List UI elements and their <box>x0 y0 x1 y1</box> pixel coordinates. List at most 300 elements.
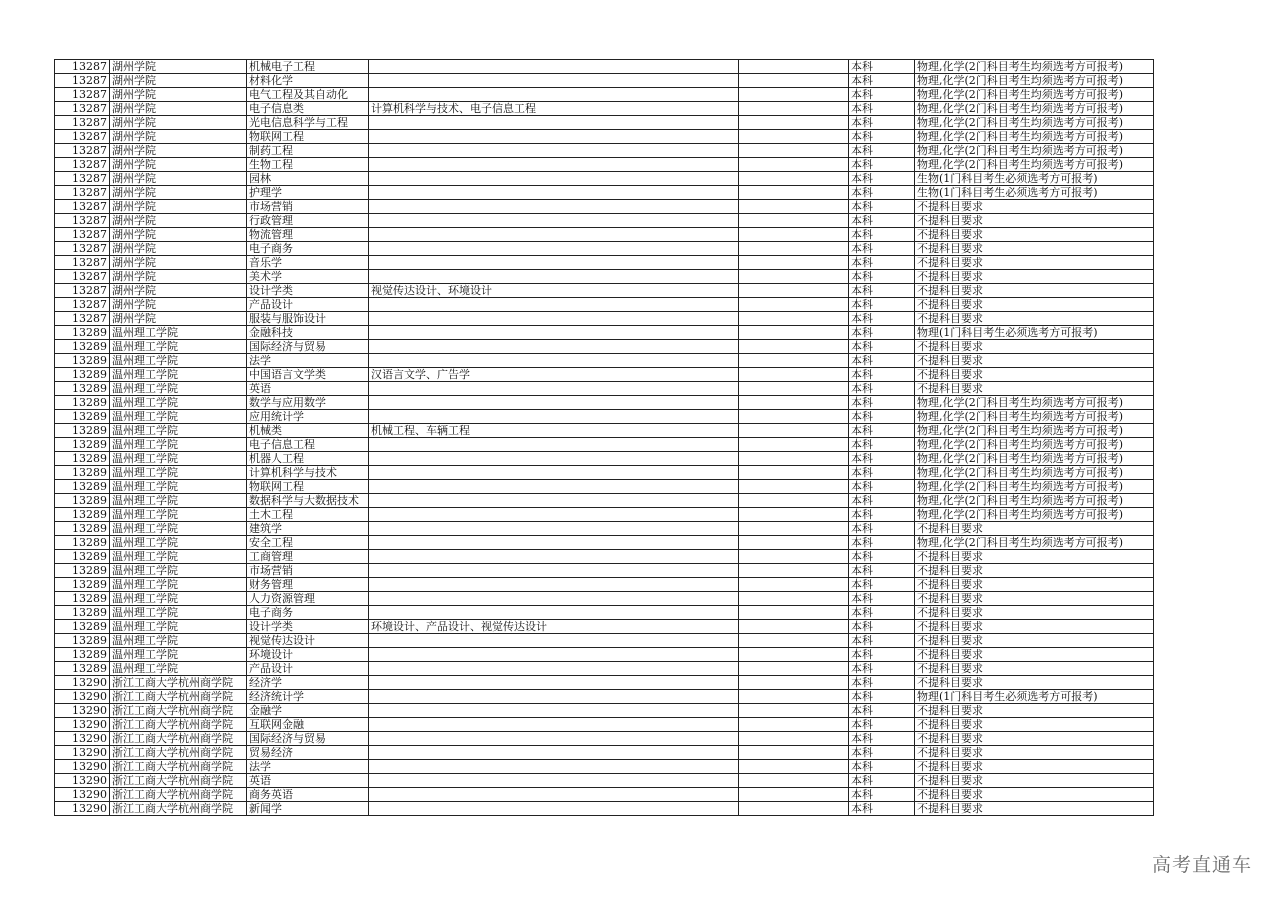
level-cell: 本科 <box>849 284 915 298</box>
table-row <box>55 354 1154 368</box>
major-name-cell: 材料化学 <box>247 74 369 88</box>
subject-requirement-cell: 物理,化学(2门科目考生均须选考方可报考) <box>915 424 1154 438</box>
included-majors-cell <box>369 802 739 816</box>
blank-cell <box>739 102 849 116</box>
subject-requirement-cell: 不提科目要求 <box>915 620 1154 634</box>
table-row <box>55 466 1154 480</box>
school-code-cell: 13287 <box>55 270 110 284</box>
included-majors-cell: 环境设计、产品设计、视觉传达设计 <box>369 620 739 634</box>
subject-requirement-cell: 物理,化学(2门科目考生均须选考方可报考) <box>915 466 1154 480</box>
school-name-cell: 温州理工学院 <box>110 424 247 438</box>
subject-requirement-cell: 不提科目要求 <box>915 774 1154 788</box>
table-row <box>55 368 1154 382</box>
subject-requirement-cell: 不提科目要求 <box>915 634 1154 648</box>
blank-cell <box>739 88 849 102</box>
school-code-cell: 13287 <box>55 284 110 298</box>
blank-cell <box>739 368 849 382</box>
level-cell: 本科 <box>849 802 915 816</box>
included-majors-cell <box>369 354 739 368</box>
school-code-cell: 13287 <box>55 242 110 256</box>
school-name-cell: 温州理工学院 <box>110 396 247 410</box>
blank-cell <box>739 382 849 396</box>
included-majors-cell <box>369 774 739 788</box>
school-name-cell: 湖州学院 <box>110 102 247 116</box>
table-row <box>55 480 1154 494</box>
included-majors-cell <box>369 732 739 746</box>
table-row <box>55 438 1154 452</box>
major-name-cell: 英语 <box>247 382 369 396</box>
school-code-cell: 13287 <box>55 312 110 326</box>
blank-cell <box>739 284 849 298</box>
included-majors-cell <box>369 466 739 480</box>
subject-requirement-cell: 不提科目要求 <box>915 760 1154 774</box>
major-name-cell: 园林 <box>247 172 369 186</box>
blank-cell <box>739 522 849 536</box>
subject-requirement-cell: 物理,化学(2门科目考生均须选考方可报考) <box>915 452 1154 466</box>
level-cell: 本科 <box>849 158 915 172</box>
school-name-cell: 温州理工学院 <box>110 564 247 578</box>
major-name-cell: 机械电子工程 <box>247 60 369 74</box>
included-majors-cell <box>369 522 739 536</box>
major-name-cell: 生物工程 <box>247 158 369 172</box>
blank-cell <box>739 424 849 438</box>
major-name-cell: 法学 <box>247 760 369 774</box>
level-cell: 本科 <box>849 788 915 802</box>
school-name-cell: 湖州学院 <box>110 158 247 172</box>
included-majors-cell <box>369 186 739 200</box>
school-code-cell: 13289 <box>55 606 110 620</box>
level-cell: 本科 <box>849 760 915 774</box>
level-cell: 本科 <box>849 522 915 536</box>
table-row <box>55 158 1154 172</box>
blank-cell <box>739 74 849 88</box>
table-row <box>55 522 1154 536</box>
blank-cell <box>739 662 849 676</box>
school-code-cell: 13289 <box>55 536 110 550</box>
level-cell: 本科 <box>849 508 915 522</box>
table-body <box>55 60 1154 816</box>
table-row <box>55 452 1154 466</box>
blank-cell <box>739 130 849 144</box>
blank-cell <box>739 606 849 620</box>
subject-requirement-cell: 生物(1门科目考生必须选考方可报考) <box>915 172 1154 186</box>
school-code-cell: 13289 <box>55 480 110 494</box>
school-code-cell: 13289 <box>55 438 110 452</box>
blank-cell <box>739 172 849 186</box>
major-name-cell: 人力资源管理 <box>247 592 369 606</box>
school-name-cell: 湖州学院 <box>110 214 247 228</box>
included-majors-cell <box>369 158 739 172</box>
table-row <box>55 536 1154 550</box>
level-cell: 本科 <box>849 648 915 662</box>
subject-requirement-cell: 不提科目要求 <box>915 802 1154 816</box>
school-name-cell: 湖州学院 <box>110 88 247 102</box>
level-cell: 本科 <box>849 774 915 788</box>
subject-requirement-cell: 不提科目要求 <box>915 648 1154 662</box>
school-name-cell: 温州理工学院 <box>110 382 247 396</box>
school-name-cell: 湖州学院 <box>110 130 247 144</box>
subject-requirement-cell: 不提科目要求 <box>915 592 1154 606</box>
school-code-cell: 13287 <box>55 158 110 172</box>
blank-cell <box>739 704 849 718</box>
blank-cell <box>739 718 849 732</box>
blank-cell <box>739 452 849 466</box>
included-majors-cell <box>369 690 739 704</box>
table-row <box>55 606 1154 620</box>
major-name-cell: 商务英语 <box>247 788 369 802</box>
school-name-cell: 湖州学院 <box>110 270 247 284</box>
major-name-cell: 机器人工程 <box>247 452 369 466</box>
school-code-cell: 13289 <box>55 662 110 676</box>
school-code-cell: 13289 <box>55 410 110 424</box>
school-name-cell: 湖州学院 <box>110 228 247 242</box>
blank-cell <box>739 620 849 634</box>
blank-cell <box>739 214 849 228</box>
table-row <box>55 704 1154 718</box>
included-majors-cell: 汉语言文学、广告学 <box>369 368 739 382</box>
subject-requirements-table <box>54 59 1154 816</box>
major-name-cell: 视觉传达设计 <box>247 634 369 648</box>
major-name-cell: 行政管理 <box>247 214 369 228</box>
major-name-cell: 电子商务 <box>247 606 369 620</box>
table-row <box>55 74 1154 88</box>
school-name-cell: 温州理工学院 <box>110 494 247 508</box>
level-cell: 本科 <box>849 410 915 424</box>
major-name-cell: 新闻学 <box>247 802 369 816</box>
level-cell: 本科 <box>849 368 915 382</box>
school-name-cell: 浙江工商大学杭州商学院 <box>110 718 247 732</box>
table-row <box>55 508 1154 522</box>
blank-cell <box>739 116 849 130</box>
school-name-cell: 温州理工学院 <box>110 326 247 340</box>
school-name-cell: 湖州学院 <box>110 60 247 74</box>
included-majors-cell <box>369 256 739 270</box>
school-code-cell: 13290 <box>55 760 110 774</box>
school-code-cell: 13289 <box>55 578 110 592</box>
included-majors-cell <box>369 144 739 158</box>
school-name-cell: 温州理工学院 <box>110 550 247 564</box>
blank-cell <box>739 676 849 690</box>
major-name-cell: 法学 <box>247 354 369 368</box>
level-cell: 本科 <box>849 438 915 452</box>
subject-requirement-cell: 不提科目要求 <box>915 704 1154 718</box>
included-majors-cell <box>369 480 739 494</box>
table-row <box>55 676 1154 690</box>
blank-cell <box>739 396 849 410</box>
school-name-cell: 温州理工学院 <box>110 634 247 648</box>
table-row <box>55 718 1154 732</box>
included-majors-cell <box>369 662 739 676</box>
school-code-cell: 13287 <box>55 172 110 186</box>
school-code-cell: 13290 <box>55 718 110 732</box>
blank-cell <box>739 466 849 480</box>
table-row <box>55 550 1154 564</box>
major-name-cell: 电气工程及其自动化 <box>247 88 369 102</box>
subject-requirement-cell: 物理,化学(2门科目考生均须选考方可报考) <box>915 396 1154 410</box>
subject-requirement-cell: 物理,化学(2门科目考生均须选考方可报考) <box>915 144 1154 158</box>
subject-requirement-cell: 物理(1门科目考生必须选考方可报考) <box>915 690 1154 704</box>
school-code-cell: 13289 <box>55 382 110 396</box>
school-name-cell: 湖州学院 <box>110 298 247 312</box>
level-cell: 本科 <box>849 480 915 494</box>
school-name-cell: 浙江工商大学杭州商学院 <box>110 760 247 774</box>
school-code-cell: 13289 <box>55 424 110 438</box>
school-name-cell: 温州理工学院 <box>110 620 247 634</box>
table-row <box>55 424 1154 438</box>
level-cell: 本科 <box>849 186 915 200</box>
school-name-cell: 湖州学院 <box>110 312 247 326</box>
table-row <box>55 60 1154 74</box>
school-code-cell: 13287 <box>55 116 110 130</box>
major-name-cell: 国际经济与贸易 <box>247 732 369 746</box>
blank-cell <box>739 690 849 704</box>
school-name-cell: 温州理工学院 <box>110 522 247 536</box>
subject-requirement-cell: 物理,化学(2门科目考生均须选考方可报考) <box>915 410 1154 424</box>
included-majors-cell <box>369 410 739 424</box>
table-row <box>55 144 1154 158</box>
included-majors-cell <box>369 242 739 256</box>
school-name-cell: 浙江工商大学杭州商学院 <box>110 732 247 746</box>
school-code-cell: 13287 <box>55 88 110 102</box>
blank-cell <box>739 578 849 592</box>
included-majors-cell: 视觉传达设计、环境设计 <box>369 284 739 298</box>
level-cell: 本科 <box>849 340 915 354</box>
school-code-cell: 13289 <box>55 620 110 634</box>
school-code-cell: 13287 <box>55 144 110 158</box>
included-majors-cell <box>369 718 739 732</box>
table-row <box>55 634 1154 648</box>
included-majors-cell <box>369 704 739 718</box>
school-code-cell: 13287 <box>55 200 110 214</box>
blank-cell <box>739 494 849 508</box>
level-cell: 本科 <box>849 452 915 466</box>
blank-cell <box>739 144 849 158</box>
included-majors-cell <box>369 536 739 550</box>
blank-cell <box>739 60 849 74</box>
blank-cell <box>739 256 849 270</box>
major-name-cell: 英语 <box>247 774 369 788</box>
level-cell: 本科 <box>849 704 915 718</box>
included-majors-cell <box>369 578 739 592</box>
level-cell: 本科 <box>849 676 915 690</box>
level-cell: 本科 <box>849 102 915 116</box>
major-name-cell: 财务管理 <box>247 578 369 592</box>
table-row <box>55 298 1154 312</box>
table-row <box>55 494 1154 508</box>
level-cell: 本科 <box>849 466 915 480</box>
table-row <box>55 382 1154 396</box>
subject-requirement-cell: 不提科目要求 <box>915 564 1154 578</box>
included-majors-cell <box>369 648 739 662</box>
major-name-cell: 物流管理 <box>247 228 369 242</box>
table-row <box>55 760 1154 774</box>
blank-cell <box>739 508 849 522</box>
level-cell: 本科 <box>849 746 915 760</box>
blank-cell <box>739 480 849 494</box>
table-row <box>55 326 1154 340</box>
subject-requirement-cell: 生物(1门科目考生必须选考方可报考) <box>915 186 1154 200</box>
major-name-cell: 产品设计 <box>247 662 369 676</box>
blank-cell <box>739 354 849 368</box>
subject-requirement-cell: 不提科目要求 <box>915 312 1154 326</box>
major-name-cell: 经济学 <box>247 676 369 690</box>
major-name-cell: 环境设计 <box>247 648 369 662</box>
major-name-cell: 电子信息类 <box>247 102 369 116</box>
subject-requirement-cell: 不提科目要求 <box>915 606 1154 620</box>
subject-requirement-cell: 不提科目要求 <box>915 270 1154 284</box>
blank-cell <box>739 634 849 648</box>
table-row <box>55 774 1154 788</box>
included-majors-cell <box>369 760 739 774</box>
level-cell: 本科 <box>849 718 915 732</box>
level-cell: 本科 <box>849 298 915 312</box>
table-row <box>55 116 1154 130</box>
school-code-cell: 13289 <box>55 396 110 410</box>
subject-requirement-cell: 物理,化学(2门科目考生均须选考方可报考) <box>915 508 1154 522</box>
school-code-cell: 13287 <box>55 60 110 74</box>
major-name-cell: 电子信息工程 <box>247 438 369 452</box>
school-code-cell: 13289 <box>55 592 110 606</box>
table-row <box>55 662 1154 676</box>
school-code-cell: 13289 <box>55 326 110 340</box>
blank-cell <box>739 326 849 340</box>
major-name-cell: 设计学类 <box>247 620 369 634</box>
subject-requirement-cell: 不提科目要求 <box>915 676 1154 690</box>
level-cell: 本科 <box>849 116 915 130</box>
level-cell: 本科 <box>849 536 915 550</box>
table-row <box>55 88 1154 102</box>
level-cell: 本科 <box>849 396 915 410</box>
blank-cell <box>739 298 849 312</box>
school-code-cell: 13289 <box>55 354 110 368</box>
subject-requirement-cell: 不提科目要求 <box>915 228 1154 242</box>
level-cell: 本科 <box>849 256 915 270</box>
school-name-cell: 温州理工学院 <box>110 368 247 382</box>
level-cell: 本科 <box>849 270 915 284</box>
major-name-cell: 数学与应用数学 <box>247 396 369 410</box>
level-cell: 本科 <box>849 130 915 144</box>
subject-requirement-cell: 不提科目要求 <box>915 718 1154 732</box>
included-majors-cell <box>369 60 739 74</box>
level-cell: 本科 <box>849 88 915 102</box>
major-name-cell: 产品设计 <box>247 298 369 312</box>
school-code-cell: 13289 <box>55 466 110 480</box>
major-name-cell: 机械类 <box>247 424 369 438</box>
subject-requirement-cell: 不提科目要求 <box>915 256 1154 270</box>
major-name-cell: 光电信息科学与工程 <box>247 116 369 130</box>
level-cell: 本科 <box>849 144 915 158</box>
table-row <box>55 102 1154 116</box>
included-majors-cell <box>369 788 739 802</box>
table-row <box>55 130 1154 144</box>
major-name-cell: 建筑学 <box>247 522 369 536</box>
level-cell: 本科 <box>849 312 915 326</box>
blank-cell <box>739 270 849 284</box>
blank-cell <box>739 158 849 172</box>
school-name-cell: 温州理工学院 <box>110 578 247 592</box>
subject-requirement-cell: 不提科目要求 <box>915 382 1154 396</box>
school-name-cell: 浙江工商大学杭州商学院 <box>110 802 247 816</box>
subject-requirement-cell: 物理,化学(2门科目考生均须选考方可报考) <box>915 102 1154 116</box>
included-majors-cell <box>369 228 739 242</box>
school-code-cell: 13290 <box>55 746 110 760</box>
included-majors-cell <box>369 508 739 522</box>
school-code-cell: 13290 <box>55 704 110 718</box>
school-code-cell: 13287 <box>55 102 110 116</box>
subject-requirement-cell: 物理,化学(2门科目考生均须选考方可报考) <box>915 88 1154 102</box>
subject-requirement-cell: 不提科目要求 <box>915 214 1154 228</box>
included-majors-cell <box>369 326 739 340</box>
subject-requirement-cell: 不提科目要求 <box>915 200 1154 214</box>
table-row <box>55 410 1154 424</box>
school-code-cell: 13289 <box>55 564 110 578</box>
school-name-cell: 湖州学院 <box>110 256 247 270</box>
level-cell: 本科 <box>849 172 915 186</box>
blank-cell <box>739 242 849 256</box>
subject-requirement-cell: 物理,化学(2门科目考生均须选考方可报考) <box>915 74 1154 88</box>
table-row <box>55 270 1154 284</box>
level-cell: 本科 <box>849 228 915 242</box>
blank-cell <box>739 788 849 802</box>
table-row <box>55 186 1154 200</box>
school-name-cell: 湖州学院 <box>110 116 247 130</box>
school-code-cell: 13290 <box>55 802 110 816</box>
major-name-cell: 安全工程 <box>247 536 369 550</box>
level-cell: 本科 <box>849 550 915 564</box>
blank-cell <box>739 802 849 816</box>
school-code-cell: 13289 <box>55 452 110 466</box>
table-row <box>55 172 1154 186</box>
watermark: 高考直通车 <box>1151 854 1252 876</box>
table-row <box>55 788 1154 802</box>
major-name-cell: 电子商务 <box>247 242 369 256</box>
included-majors-cell <box>369 312 739 326</box>
included-majors-cell <box>369 676 739 690</box>
level-cell: 本科 <box>849 620 915 634</box>
subject-requirement-cell: 物理,化学(2门科目考生均须选考方可报考) <box>915 60 1154 74</box>
table-row <box>55 620 1154 634</box>
table-row <box>55 746 1154 760</box>
school-code-cell: 13289 <box>55 340 110 354</box>
school-name-cell: 湖州学院 <box>110 144 247 158</box>
major-name-cell: 物联网工程 <box>247 480 369 494</box>
subject-requirement-cell: 不提科目要求 <box>915 340 1154 354</box>
subject-requirement-cell: 不提科目要求 <box>915 522 1154 536</box>
school-name-cell: 温州理工学院 <box>110 480 247 494</box>
school-name-cell: 湖州学院 <box>110 242 247 256</box>
school-name-cell: 湖州学院 <box>110 200 247 214</box>
included-majors-cell: 机械工程、车辆工程 <box>369 424 739 438</box>
table-row <box>55 690 1154 704</box>
included-majors-cell <box>369 452 739 466</box>
table-row <box>55 732 1154 746</box>
school-name-cell: 浙江工商大学杭州商学院 <box>110 676 247 690</box>
included-majors-cell <box>369 550 739 564</box>
major-name-cell: 国际经济与贸易 <box>247 340 369 354</box>
level-cell: 本科 <box>849 354 915 368</box>
major-name-cell: 护理学 <box>247 186 369 200</box>
blank-cell <box>739 746 849 760</box>
school-code-cell: 13289 <box>55 522 110 536</box>
blank-cell <box>739 760 849 774</box>
included-majors-cell <box>369 200 739 214</box>
subject-requirement-cell: 不提科目要求 <box>915 578 1154 592</box>
major-name-cell: 互联网金融 <box>247 718 369 732</box>
school-name-cell: 温州理工学院 <box>110 648 247 662</box>
included-majors-cell <box>369 746 739 760</box>
major-name-cell: 中国语言文学类 <box>247 368 369 382</box>
subject-requirement-cell: 物理,化学(2门科目考生均须选考方可报考) <box>915 158 1154 172</box>
